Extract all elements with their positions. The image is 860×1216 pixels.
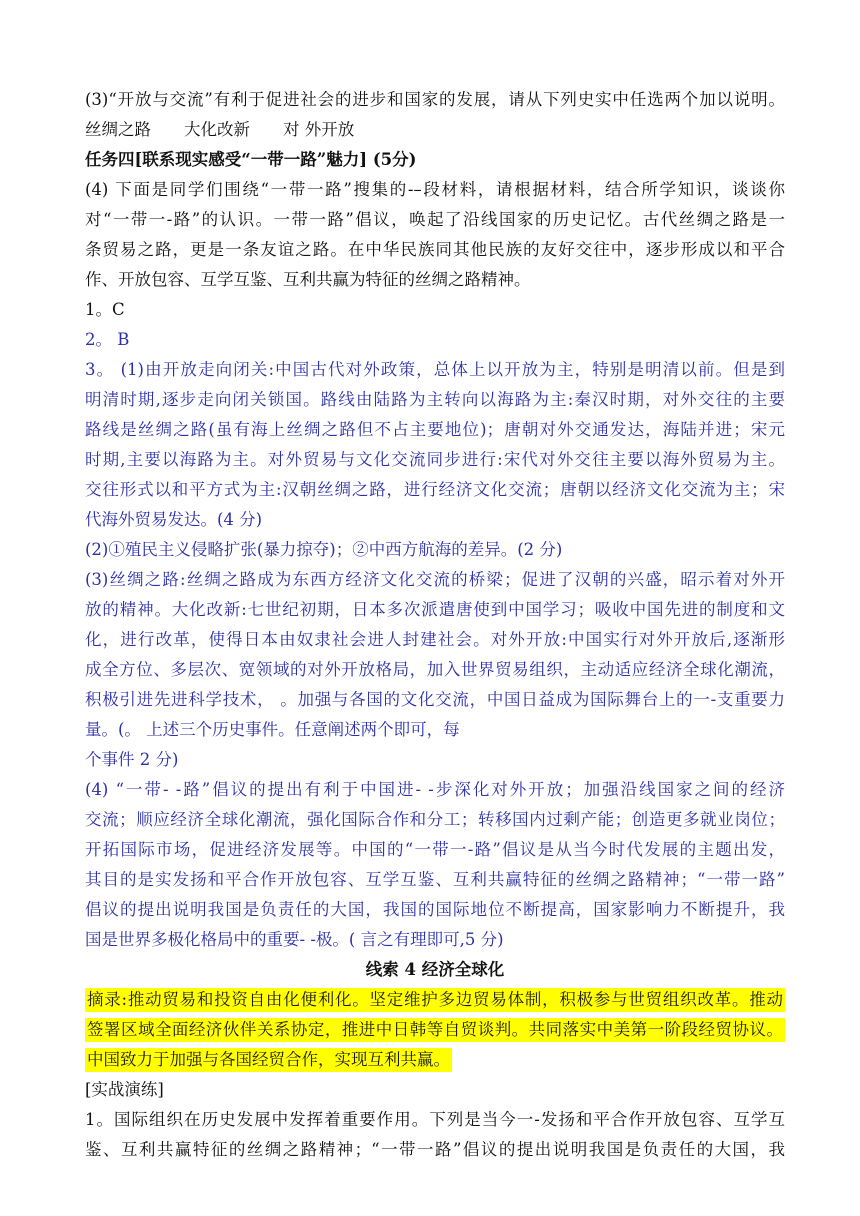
excerpt-line-3-wrap [85, 1048, 785, 1074]
answer-1: 1。C [85, 300, 125, 319]
answer-4-line-4: 其目的是实发扬和平合作开放包容、互学互鉴、互利共赢特征的丝绸之路精神；“一带一路” [85, 870, 785, 889]
answer-3-3-line-2: 放的精神。大化改新:七世纪初期，日本多次派遣唐使到中国学习；吸收中国先进的制度和文 [85, 600, 785, 619]
answer-3-3-line-6: 量。(。 上述三个历史事件。任意阐述两个即可，每 [85, 720, 460, 739]
practice-question-line-1: 1。国际组织在历史发展中发挥着重要作用。下列是当今一-发扬和平合作开放包容、互学互 [85, 1110, 785, 1129]
answer-3-3-line-7: 个事件 2 分) [85, 750, 179, 769]
question-3-text: (3)“开放与交流”有利于促进社会的进步和国家的发展，请从下列史实中任选两个加以说明。 [85, 90, 785, 109]
answer-3-line-5: 交往形式以和平方式为主:汉朝丝绸之路，进行经济文化交流；唐朝以经济文化交流为主；宋 [85, 480, 785, 499]
options-line: 丝绸之路 大化改新 对 外开放 [85, 120, 355, 139]
question-4-line-4: 作、开放包容、互学互鉴、互利共赢为特征的丝绸之路精神。 [85, 270, 531, 289]
task-4-title: 任务四[联系现实感受“一带一路”魅力] (5分) [85, 150, 417, 169]
excerpt-line-1: 摘录:推动贸易和投资自由化便利化。坚定维护多边贸易体制，积极参与世贸组织改革。推动 [85, 988, 785, 1012]
answer-4-line-5: 倡议的提出说明我国是负责任的大国，我国的国际地位不断提高，国家影响力不断提升，我 [85, 900, 785, 919]
practice-question-line-2: 鉴、互利共赢特征的丝绸之路精神；“一带一路”倡议的提出说明我国是负责任的大国，我 [85, 1140, 785, 1159]
practice-heading: [实战演练] [85, 1080, 164, 1099]
answer-3-line-4: 时期,主要以海路为主。对外贸易与文化交流同步进行:宋代对外交往主要以海外贸易为主。 [85, 450, 785, 469]
excerpt-line-3: 中国致力于加强与各国经贸合作，实现互利共赢。 [85, 1048, 452, 1072]
answer-3-3-line-3: 化，进行改革，使得日本由奴隶社会进人封建社会。对外开放:中国实行对外开放后,逐渐形 [85, 630, 785, 649]
question-4-line-1: (4) 下面是同学们围绕“一带一路”搜集的-–段材料，请根据材料，结合所学知识，谈谈你 [85, 180, 785, 199]
answer-4-line-6: 国是世界多极化格局中的重要- -极。( 言之有理即可,5 分) [85, 930, 504, 949]
excerpt-line-2: 签署区域全面经济伙伴关系协定，推进中日韩等自贸谈判。共同落实中美第一阶段经贸协议。 [85, 1018, 785, 1042]
answer-3-line-6: 代海外贸易发达。(4 分) [85, 510, 263, 529]
answer-3-3-line-1: (3)丝绸之路:丝绸之路成为东西方经济文化交流的桥梁；促进了汉朝的兴盛，昭示着对外开 [85, 570, 785, 589]
answer-3-2: (2)①殖民主义侵略扩张(暴力掠夺)；②中西方航海的差异。(2 分) [85, 540, 563, 559]
excerpt-line-1-wrap [85, 988, 785, 1014]
answer-4-line-2: 交流；顺应经济全球化潮流，强化国际合作和分工；转移国内过剩产能；创造更多就业岗位； [85, 810, 785, 829]
answer-3-3-line-4: 成全方位、多层次、宽领域的对外开放格局，加入世界贸易组织，主动适应经济全球化潮流， [85, 660, 785, 679]
answer-4-line-3: 开拓国际市场，促进经济发展等。中国的“一带一-路”倡议是从当今时代发展的主题出发， [85, 840, 785, 859]
question-4-line-2: 对“一带一-路”的认识。一带一路”倡议，唤起了沿线国家的历史记忆。古代丝绸之路是一 [85, 210, 785, 229]
task-4-heading [85, 148, 785, 174]
question-4-line-3: 条贸易之路，更是一条友谊之路。在中华民族同其他民族的友好交往中，逐步形成以和平合 [85, 240, 785, 259]
answer-3-3-line-5: 积极引进先进科学技术， 。加强与各国的文化交流，中国日益成为国际舞台上的一-支重要力 [85, 690, 785, 709]
answer-3-line-1: 3。 (1)由开放走向闭关:中国古代对外政策，总体上以开放为主，特别是明清以前。但是到 [85, 360, 785, 379]
answer-3-line-3: 路线是丝绸之路(虽有海上丝绸之路但不占主要地位)；唐朝对外交通发达，海陆并进；宋元 [85, 420, 785, 439]
section-heading: 线索 4 经济全球化 [365, 960, 505, 979]
answer-3-line-2: 明清时期,逐步走向闭关锁国。路线由陆路为主转向以海路为主:秦汉时期，对外交往的主要 [85, 390, 785, 409]
excerpt-line-2-wrap [85, 1018, 785, 1044]
answer-4-line-1: (4) “一带- -路”倡议的提出有利于中国进- -步深化对外开放；加强沿线国家之间的经济 [85, 780, 785, 799]
answer-2: 2。 B [85, 330, 130, 349]
